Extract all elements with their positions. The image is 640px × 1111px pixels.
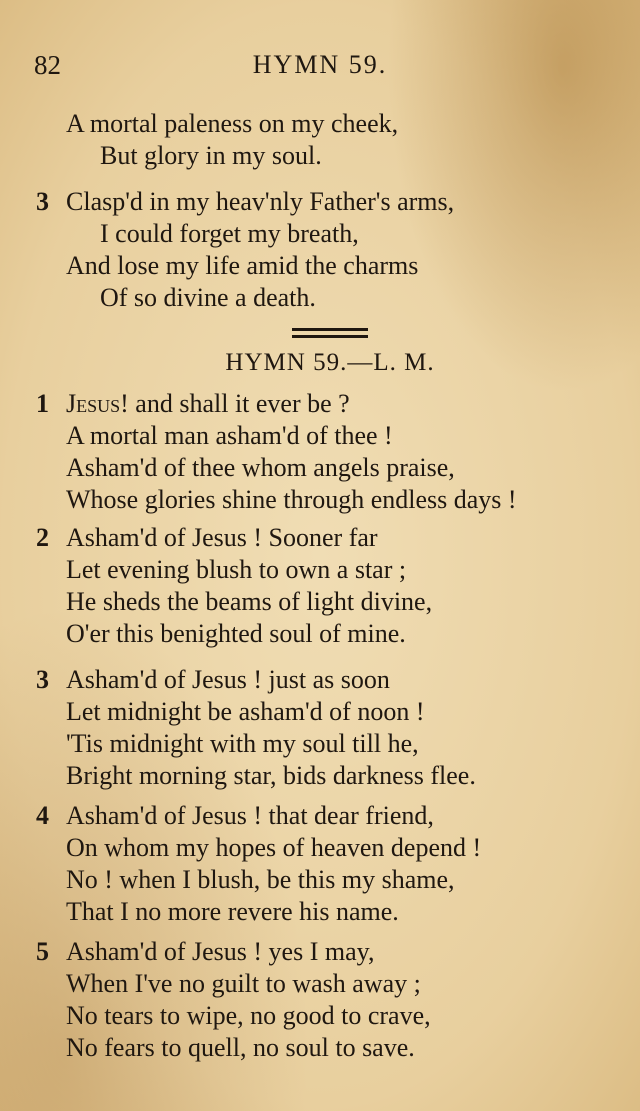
running-title: HYMN 59. bbox=[252, 50, 388, 79]
stanza-number: 3 bbox=[36, 187, 49, 216]
verse-line: Let evening blush to own a star ; bbox=[66, 555, 407, 584]
verse-line: A mortal man asham'd of thee ! bbox=[66, 421, 393, 450]
stanza bbox=[0, 388, 640, 516]
verse-line: On whom my hopes of heaven depend ! bbox=[66, 833, 482, 862]
stanza-number: 3 bbox=[36, 665, 49, 694]
verse-line: Of so divine a death. bbox=[100, 283, 316, 312]
verse-line: When I've no guilt to wash away ; bbox=[66, 969, 421, 998]
page-header bbox=[0, 50, 640, 86]
verse-line: No fears to quell, no soul to save. bbox=[66, 1033, 415, 1062]
verse-line bbox=[0, 388, 640, 420]
verse-line: Asham'd of Jesus ! just as soon bbox=[66, 665, 390, 694]
stanza bbox=[0, 936, 640, 1064]
hymn-title: HYMN 59.—L. M. bbox=[225, 349, 435, 376]
page-number: 82 bbox=[34, 50, 61, 80]
verse-line: I could forget my breath, bbox=[100, 219, 359, 248]
verse-line-rest: ! and shall it ever be ? bbox=[120, 389, 350, 418]
stanza-number: 1 bbox=[36, 389, 49, 418]
stanza bbox=[0, 108, 640, 172]
verse-lead-word: Jesus bbox=[66, 389, 121, 418]
verse-line: Asham'd of Jesus ! Sooner far bbox=[66, 523, 378, 552]
stanza-number: 4 bbox=[36, 801, 49, 830]
verse-line: Whose glories shine through endless days ! bbox=[66, 485, 517, 514]
stanza-number: 5 bbox=[36, 937, 49, 966]
verse-line: No tears to wipe, no good to crave, bbox=[66, 1001, 431, 1030]
stanza bbox=[0, 664, 640, 792]
stanza bbox=[0, 186, 640, 314]
verse-line: A mortal paleness on my cheek, bbox=[66, 109, 399, 138]
verse-line: That I no more revere his name. bbox=[66, 897, 399, 926]
verse-line: 'Tis midnight with my soul till he, bbox=[66, 729, 419, 758]
verse-line: Bright morning star, bids darkness flee. bbox=[66, 761, 476, 790]
page-body bbox=[0, 108, 640, 1076]
verse-line: And lose my life amid the charms bbox=[66, 251, 419, 280]
stanza bbox=[0, 800, 640, 928]
verse-line: No ! when I blush, be this my shame, bbox=[66, 865, 455, 894]
verse-line: Let midnight be asham'd of noon ! bbox=[66, 697, 425, 726]
verse-line: Asham'd of Jesus ! that dear friend, bbox=[66, 801, 434, 830]
section-divider bbox=[292, 328, 368, 338]
stanza bbox=[0, 522, 640, 650]
verse-line: O'er this benighted soul of mine. bbox=[66, 619, 406, 648]
verse-line: Asham'd of thee whom angels praise, bbox=[66, 453, 455, 482]
stanza-number: 2 bbox=[36, 523, 49, 552]
verse-line: Clasp'd in my heav'nly Father's arms, bbox=[66, 187, 455, 216]
verse-line: He sheds the beams of light divine, bbox=[66, 587, 433, 616]
verse-line: But glory in my soul. bbox=[100, 141, 322, 170]
verse-line: Asham'd of Jesus ! yes I may, bbox=[66, 937, 375, 966]
